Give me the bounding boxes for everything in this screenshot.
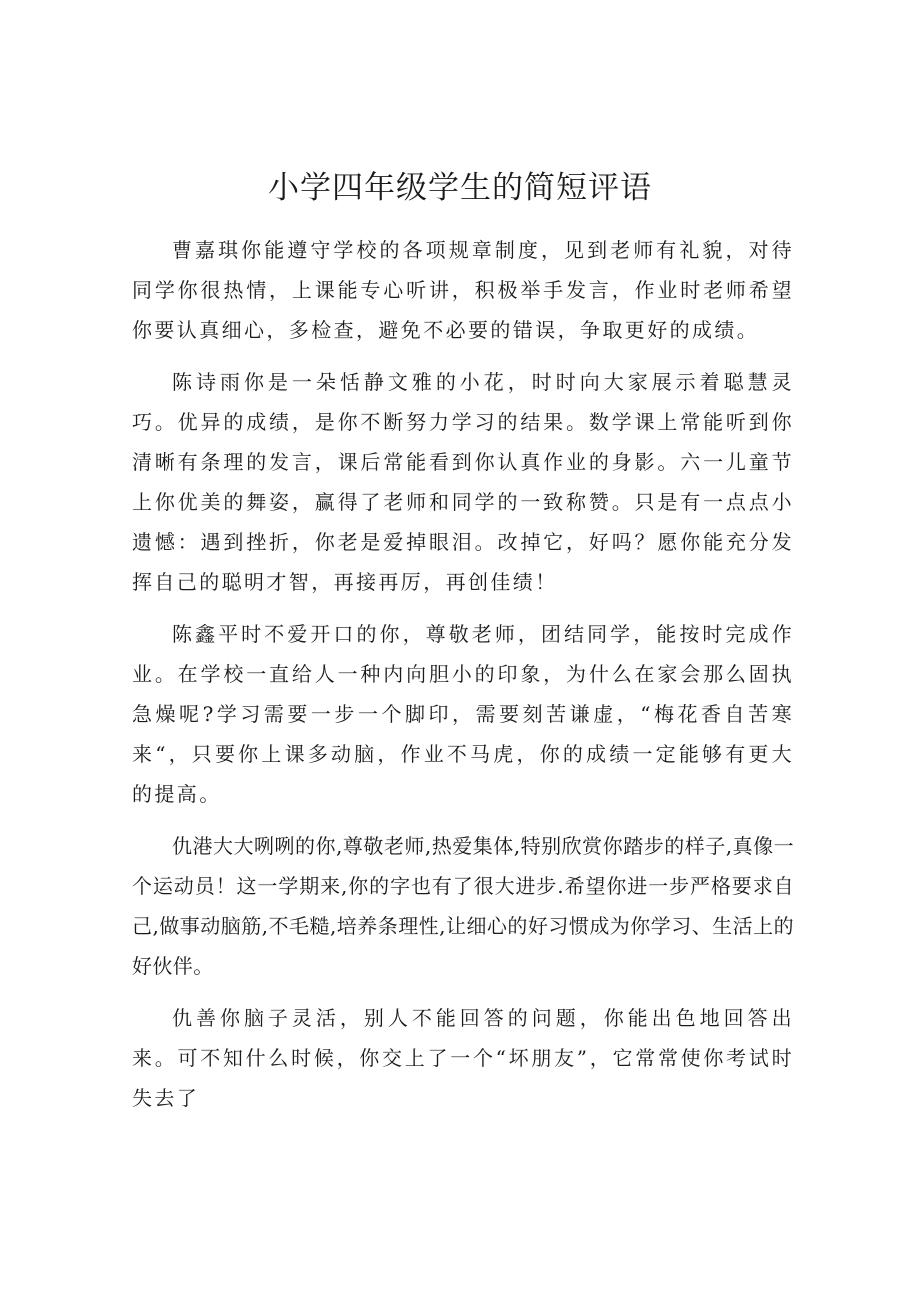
- document-title: 小学四年级学生的简短评语: [268, 170, 652, 206]
- comment-paragraph-qiushan: 仇善你脑子灵活，别人不能回答的问题，你能出色地回答出来。可不知什么时候，你交上了一个“坏朋友”，它常常使你考试时失去了: [132, 1006, 794, 1110]
- comment-paragraph-chenshiyu: 陈诗雨你是一朵恬静文雅的小花，时时向大家展示着聪慧灵巧。优异的成绩，是你不断努力学习的结果。数学课上常能听到你清晰有条理的发言，课后常能看到你认真作业的身影。六一儿童节上你优美的舞姿，赢得了老师和同学的一致称赞。只是有一点点小遗憾：遇到挫折，你老是爱掉眼泪。改掉它，好吗？愿你能充分发挥自己的聪明才智，再接再厉，再创佳绩！: [132, 370, 794, 594]
- document-body: [132, 194, 794, 1118]
- comment-paragraph-qiugang: 仇港大大咧咧的你,尊敬老师,热爱集体,特别欣赏你踏步的样子,真像一个运动员！这一学期来,你的字也有了很大进步.希望你进一步严格要求自己,做事动脑筋,不毛糙,培养条理性,让细心的好习惯成为你学习、生活上的好伙伴。: [132, 834, 794, 978]
- comment-paragraph-chenxin: 陈鑫平时不爱开口的你，尊敬老师，团结同学，能按时完成作业。在学校一直给人一种内向胆小的印象，为什么在家会那么固执急燥呢?学习需要一步一个脚印，需要刻苦谦虚，“梅花香自苦寒来“，只要你上课多动脑，作业不马虎，你的成绩一定能够有更大的提高。: [132, 622, 794, 806]
- comment-paragraph-caojiaqi: 曹嘉琪你能遵守学校的各项规章制度，见到老师有礼貌，对待同学你很热情，上课能专心听讲，积极举手发言，作业时老师希望你要认真细心，多检查，避免不必要的错误，争取更好的成绩。: [132, 238, 794, 342]
